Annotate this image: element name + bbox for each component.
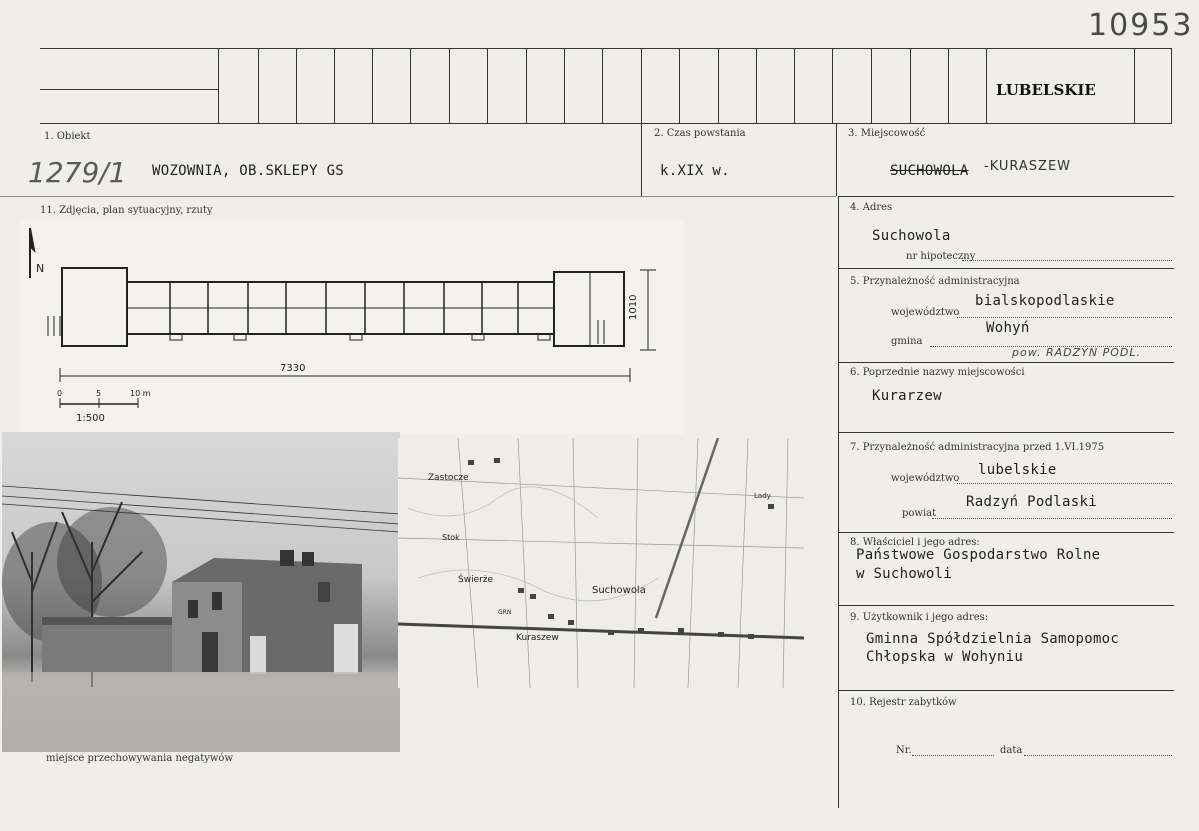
hand-note-powiat: pow. RADZYN PODL. — [1012, 346, 1142, 359]
value-powiat: Radzyń Podlaski — [966, 494, 1097, 510]
label-poprzednie: 6. Poprzednie nazwy miejscowości — [850, 367, 1025, 378]
map-label-lady: Lady — [754, 492, 771, 500]
label-nr-hipoteczny: nr hipoteczny — [906, 251, 976, 262]
label-miejscowosc: 3. Miejscowość — [848, 128, 926, 139]
topographic-map — [398, 438, 804, 688]
scale-tick-5: 5 — [96, 389, 102, 398]
value-wlasciciel-2: w Suchowoli — [856, 566, 953, 582]
label-przynaleznosc: 5. Przynależność administracyjna — [850, 276, 1020, 287]
map-label-suchowola: Suchowola — [592, 585, 646, 596]
label-czas: 2. Czas powstania — [654, 128, 746, 139]
map-label-zastocze: Zastocze — [428, 473, 469, 483]
value-miejscowosc-hand: -KURASZEW — [984, 159, 1072, 174]
header-cell-divider — [948, 48, 949, 124]
header-cell-divider — [334, 48, 335, 124]
label-obiekt: 1. Obiekt — [44, 131, 91, 142]
site-plan — [20, 220, 684, 434]
header-cell-divider — [832, 48, 833, 124]
header-cell-divider — [218, 48, 219, 124]
header-cell-divider — [449, 48, 450, 124]
header-cell-divider — [794, 48, 795, 124]
header-cell-divider — [258, 48, 259, 124]
value-wojewodztwo-przed: lubelskie — [978, 462, 1057, 478]
negatives-location-label: miejsce przechowywania negatywów — [46, 753, 233, 764]
header-cell-divider — [410, 48, 411, 124]
region-label: LUBELSKIE — [996, 81, 1096, 99]
value-poprzednie: Kurarzew — [872, 388, 942, 404]
label-zdjecia: 11. Zdjęcia, plan sytuacyjny, rzuty — [40, 205, 213, 216]
building-photo — [2, 432, 400, 752]
value-wlasciciel-1: Państwowe Gospodarstwo Rolne — [856, 547, 1101, 563]
header-cell-divider — [372, 48, 373, 124]
header-cell-divider — [679, 48, 680, 124]
label-przynaleznosc-przed: 7. Przynależność administracyjna przed 1.VI.1975 — [850, 442, 1105, 453]
inventory-number: 10953 — [1088, 8, 1194, 43]
header-cell-divider — [526, 48, 527, 124]
floor-plan-drawing — [20, 220, 684, 434]
header-cell-divider — [986, 48, 987, 124]
header-cell-divider — [1134, 48, 1135, 124]
label-powiat: powiat — [902, 508, 937, 519]
label-data: data — [1000, 745, 1023, 756]
depth-dimension: 1010 — [628, 294, 639, 320]
header-cell-divider — [718, 48, 719, 124]
right-column-border — [838, 196, 839, 808]
map-label-kuraszew: Kuraszew — [516, 633, 559, 643]
header-cell-divider — [756, 48, 757, 124]
header-cell-divider — [296, 48, 297, 124]
scale-tick-10: 10 m — [130, 389, 151, 398]
header-left-divider — [40, 89, 218, 90]
label-nr: Nr. — [896, 745, 912, 756]
map-label-grn: GRN — [498, 609, 512, 616]
header-cell-divider — [602, 48, 603, 124]
value-obiekt: WOZOWNIA, OB.SKLEPY GS — [152, 163, 345, 179]
north-label: N — [36, 262, 45, 275]
value-adres: Suchowola — [872, 228, 951, 244]
location-map — [398, 438, 804, 688]
value-uzytkownik-1: Gminna Spółdzielnia Samopomoc — [866, 631, 1120, 647]
label-wlasciciel: 8. Właściciel i jego adres: — [850, 537, 980, 548]
value-uzytkownik-2: Chłopska w Wohyniu — [866, 649, 1024, 665]
header-cell-divider — [641, 48, 642, 124]
header-cell-divider — [871, 48, 872, 124]
label-gmina: gmina — [891, 336, 923, 347]
label-rejestr: 10. Rejestr zabytków — [850, 697, 957, 708]
header-bottom-line — [40, 123, 1172, 124]
label-uzytkownik: 9. Użytkownik i jego adres: — [850, 612, 989, 623]
label-wojewodztwo-przed: województwo — [891, 473, 960, 484]
scale-tick-0: 0 — [57, 389, 63, 398]
header-top-line — [40, 48, 1172, 49]
label-adres: 4. Adres — [850, 202, 893, 213]
header-cell-divider — [564, 48, 565, 124]
map-label-stok: Stok — [442, 533, 460, 542]
value-miejscowosc-struck: SUCHOWOLA — [890, 163, 969, 179]
scale-label: 1:500 — [76, 413, 105, 424]
value-gmina: Wohyń — [986, 320, 1030, 336]
width-dimension: 7330 — [280, 363, 306, 374]
header-right-border — [1171, 48, 1172, 124]
value-wojewodztwo: bialskopodlaskie — [975, 293, 1115, 309]
value-czas: k.XIX w. — [660, 163, 730, 179]
header-cell-divider — [487, 48, 488, 124]
label-wojewodztwo: województwo — [891, 307, 960, 318]
header-cell-divider — [910, 48, 911, 124]
catalog-number: 1279/1 — [28, 156, 127, 189]
photo-scene — [2, 432, 400, 752]
map-label-swierze: Świerże — [458, 575, 494, 585]
